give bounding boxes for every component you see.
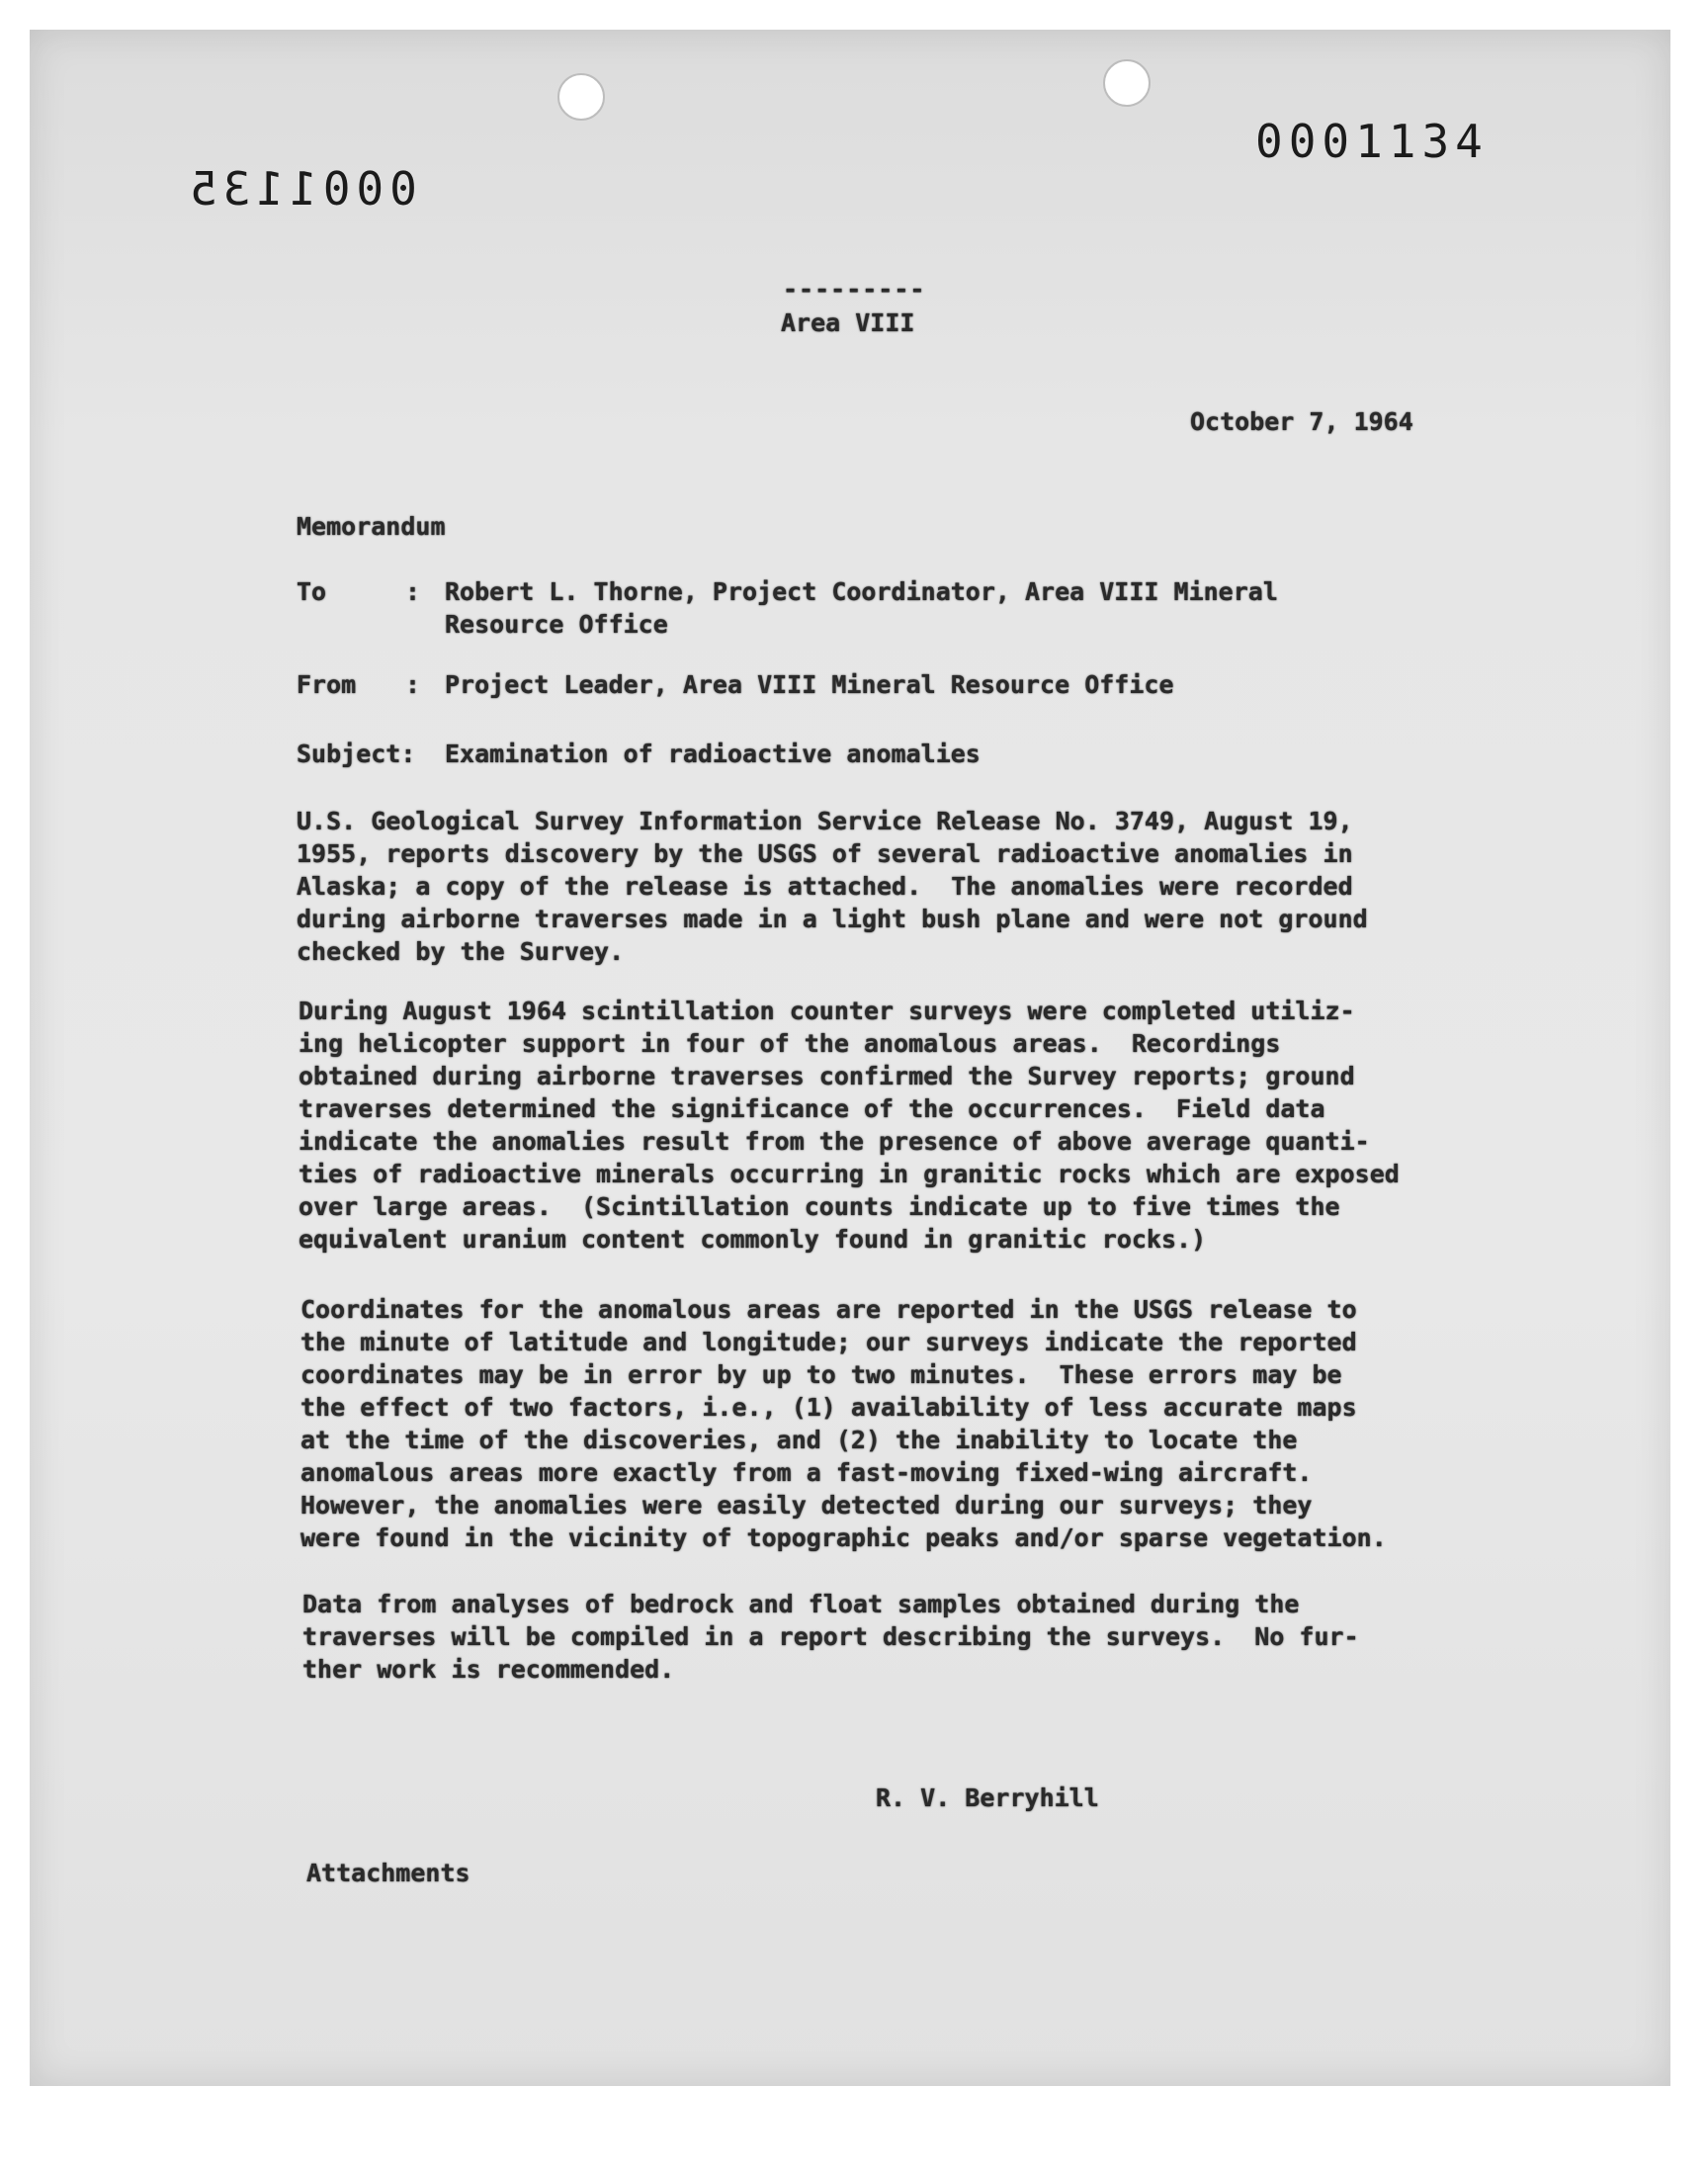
subject-field	[297, 738, 981, 770]
subject-value: Examination of radioactive anomalies	[445, 740, 981, 768]
body-paragraph-1: U.S. Geological Survey Information Service Release No. 3749, August 19, 1955, reports discovery by the USGS of several radioactive anomalies in Alaska; a copy of the release is attached. The anomalies were recorded during airborne traverses made in a light bush plane and were not ground checked by the Survey.	[297, 807, 1368, 966]
to-label: To	[297, 577, 327, 606]
to-colon: :	[405, 577, 421, 606]
area-heading: Area VIII	[781, 308, 915, 337]
subject-label: Subject:	[297, 740, 416, 768]
to-field	[297, 575, 1278, 641]
body-paragraph-4: Data from analyses of bedrock and float samples obtained during the traverses will be compiled in a report describing the surveys. No fur- ther work is recommended.	[302, 1590, 1359, 1684]
body-paragraph-2: During August 1964 scintillation counter surveys were completed utiliz- ing helicopter support in four of the anomalous areas. Recordings obtained during airborne traverses confirmed the Survey reports; ground traverses determined the significance of the occurrences. Field data indicate the anomalies result from the presence of above average quanti- ties of radioactive minerals occurring in granitic rocks which are exposed over large areas. (Scintillation counts indicate up to five times the equivalent uranium content commonly found in granitic rocks.)	[299, 997, 1400, 1254]
document-number-stamp: 0001134	[1255, 115, 1489, 168]
memo-date: October 7, 1964	[1190, 407, 1413, 436]
from-label: From	[297, 670, 357, 699]
mirrored-number-stamp: 0001135	[184, 162, 417, 216]
from-field	[297, 668, 1174, 701]
body-paragraph-3: Coordinates for the anomalous areas are reported in the USGS release to the minute of latitude and longitude; our surveys indicate the reported coordinates may be in error by up to two minutes. These errors may be the effect of two factors, i.e., (1) availability of less accurate maps at the time of the discoveries, and (2) the inability to locate the anomalous areas more exactly from a fast-moving fixed-wing aircraft. However, the anomalies were easily detected during our surveys; they were found in the vicinity of topographic peaks and/or sparse vegetation.	[300, 1295, 1387, 1552]
from-value: Project Leader, Area VIII Mineral Resource Office	[445, 670, 1174, 699]
from-colon: :	[405, 670, 421, 699]
memo-type-label: Memorandum	[297, 512, 446, 541]
signature: R. V. Berryhill	[876, 1784, 1099, 1812]
punch-hole-left	[557, 73, 605, 121]
to-value: Robert L. Thorne, Project Coordinator, Area VIII Mineral Resource Office	[445, 577, 1278, 639]
document-page	[30, 30, 1670, 2086]
punch-hole-right	[1103, 59, 1151, 107]
attachments-label: Attachments	[306, 1859, 470, 1887]
header-dashes: ---------	[783, 275, 926, 304]
